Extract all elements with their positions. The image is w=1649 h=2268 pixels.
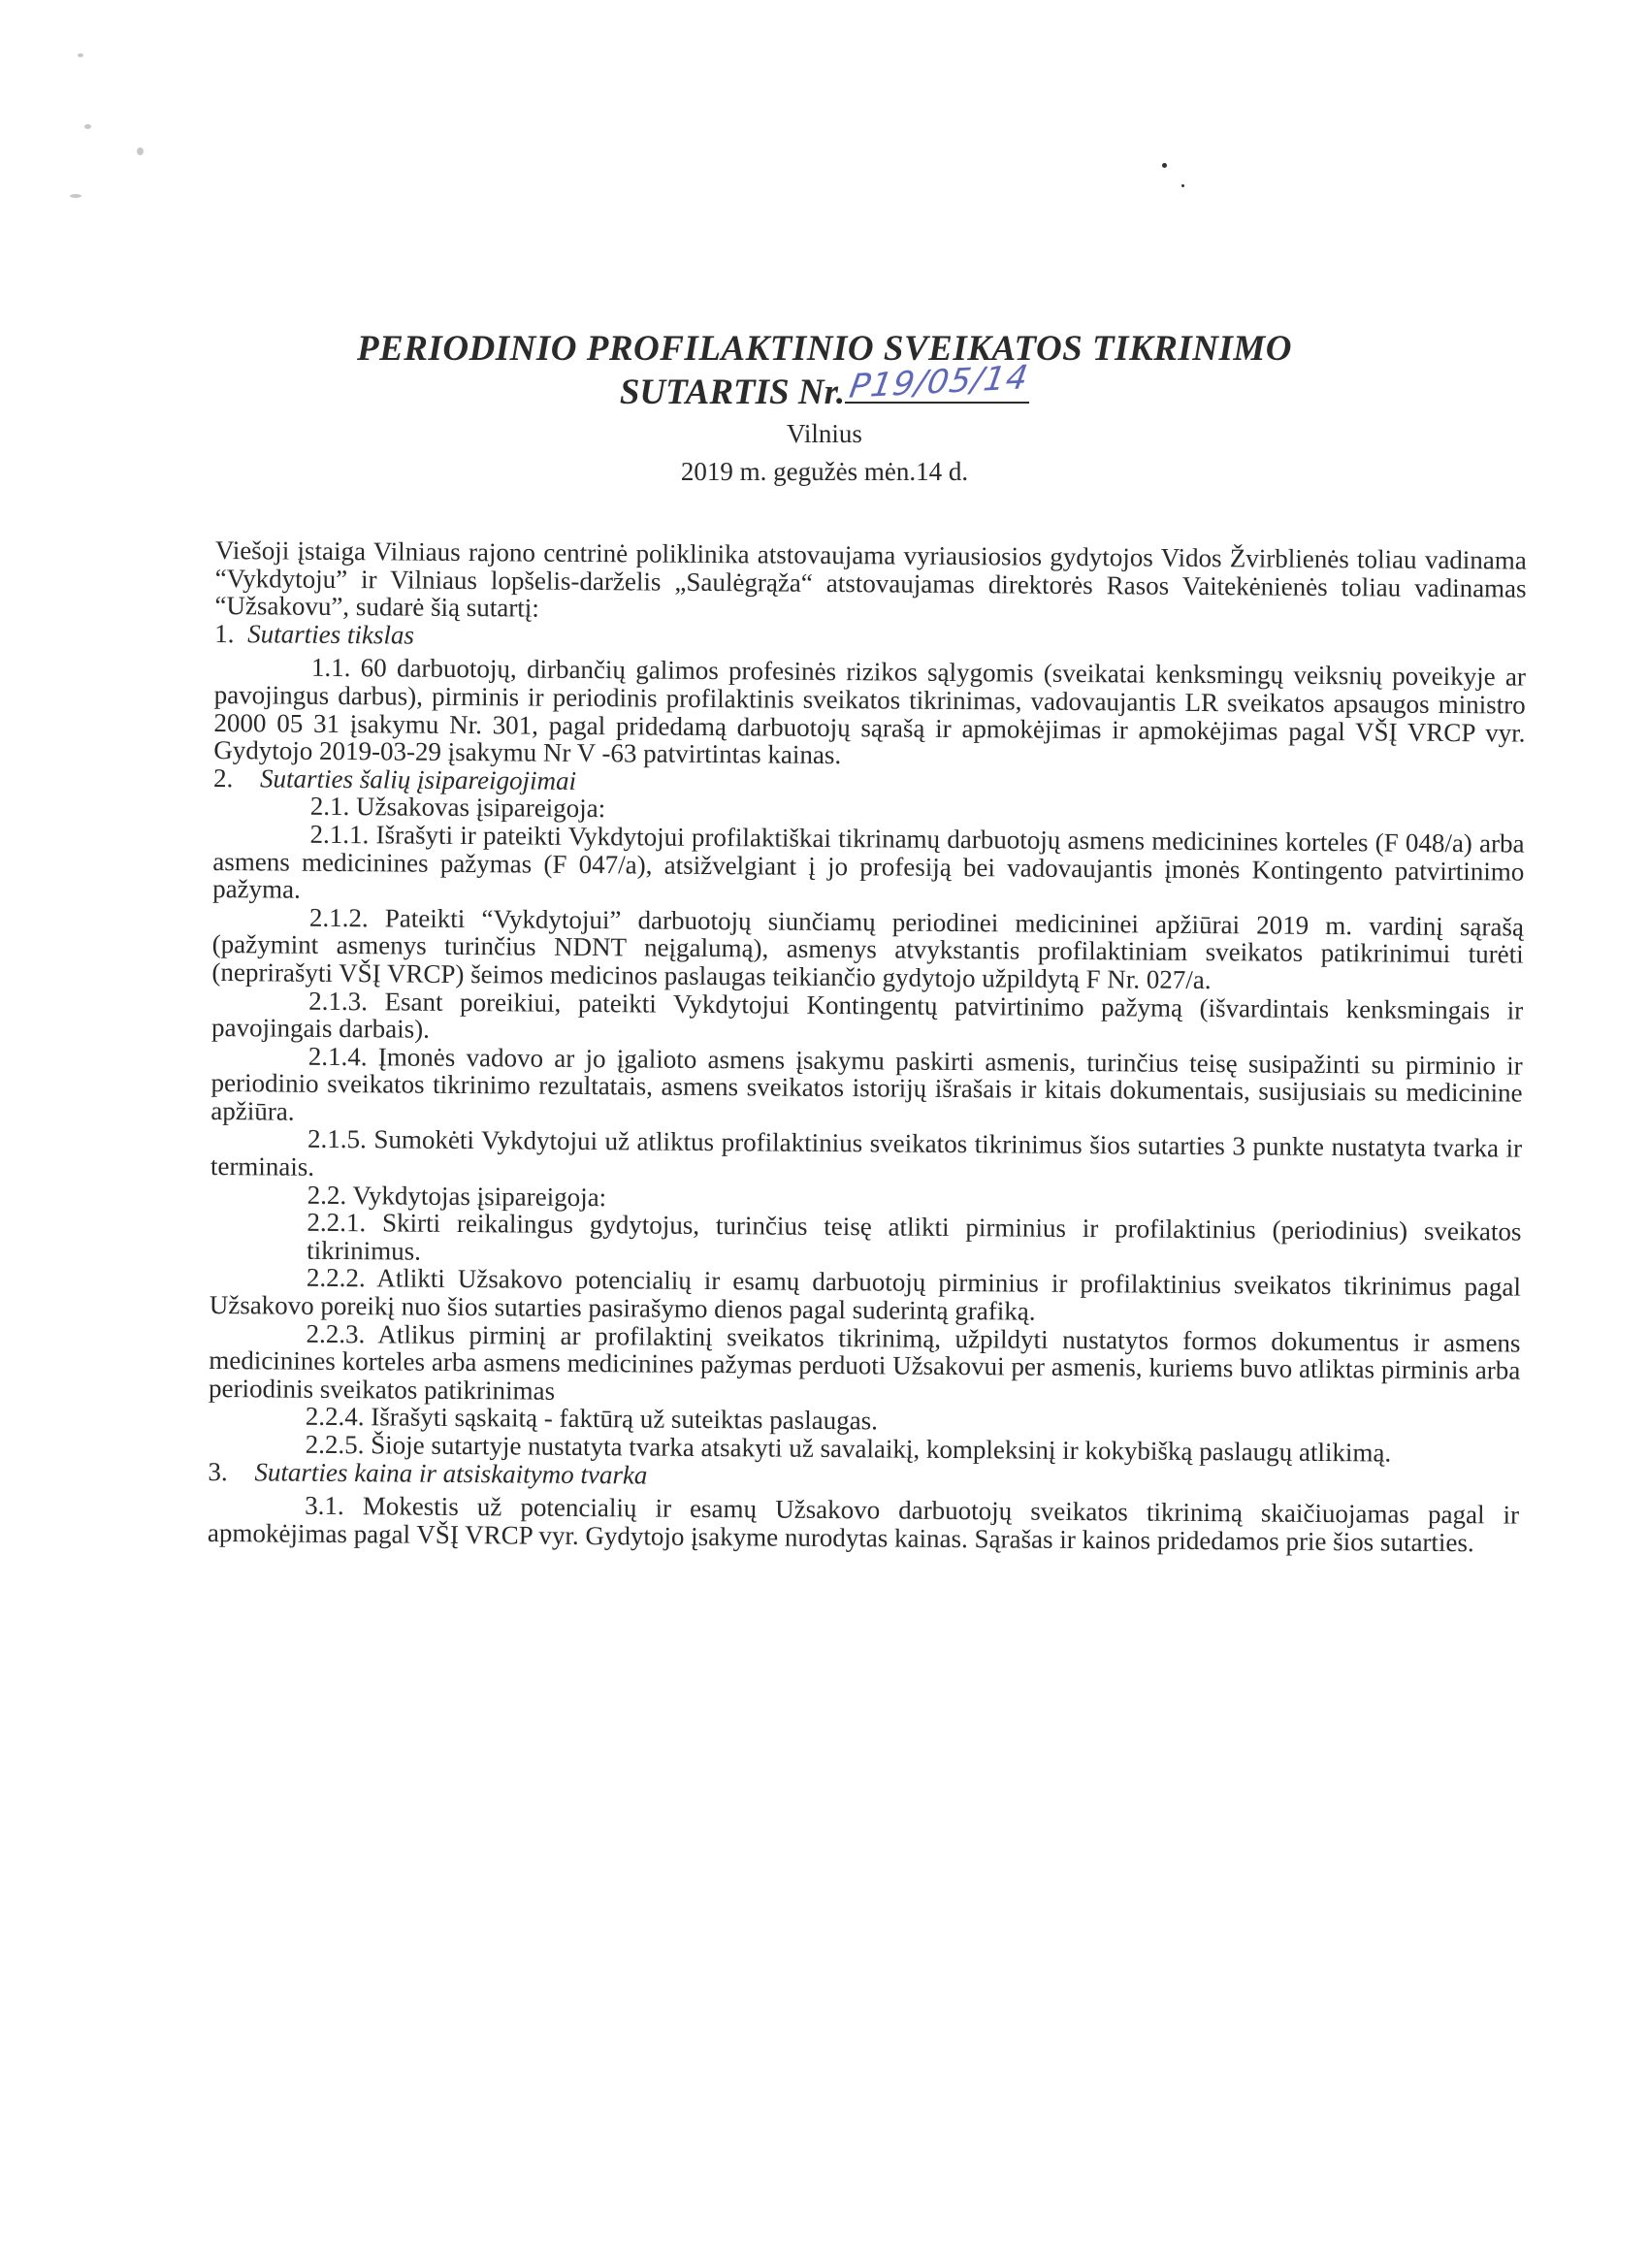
clause-2-2-5: 2.2.5. Šioje sutartyje nustatyta tvarka atsakyti už savalaikį, kompleksinį ir kokybišką paslaugų atlikimą. bbox=[305, 1429, 1392, 1468]
clause-2-1-5: 2.1.5. Sumokėti Vykdytojui už atliktus profilaktinius sveikatos tikrinimus šios sutarties 3 punkte nustatyta tvarka ir terminais. bbox=[210, 1124, 1523, 1182]
clause-2-2: 2.2. Vykdytojas įsipareigoja: bbox=[307, 1180, 607, 1212]
clause-2-1-2: 2.1.2. Pateikti “Vykdytojui” darbuotojų siunčiamų periodinei medicininei apžiūrai 2019 m. vardinį sąrašą (pažymint asmenys turinčius NDNT neįgalumą), asmenys atvykstantis profilaktiniam sveikatos patikrinimui turėti (neprirašyti VŠĮ VRCP) šeimos medicinos paslaugas teikiančio gydytojo užpildytą F Nr. 027/a. bbox=[211, 902, 1524, 994]
clause-2-1-4: 2.1.4. Įmonės vadovo ar jo įgalioto asmens įsakymu paskirti asmenis, turinčius teisę susipažinti su pirminio ir periodinio sveikatos tikrinimo rezultatais, asmens sveikatos istorijų išrašais ir kitais dokumentais, susijusiais su medicinine apžiūra. bbox=[210, 1041, 1523, 1126]
clause-2-2-3: 2.2.3. Atlikus pirminį ar profilaktinį sveikatos tikrinimą, užpildyti nustatytos formos dokumentus ir asmens medicinines korteles arba asmens medicinines pažymas perduoti Užsakovui per asmenis, kuriems buvo atliktas pirminis arba periodinis sveikatos patikrinimas bbox=[208, 1318, 1521, 1406]
clause-3-1: 3.1. Mokestis už potencialių ir esamų Užsakovo darbuotojų sveikatos tikrinimą skaičiuojamas pagal ir apmokėjimas pagal VŠĮ VRCP vyr. Gydytojo įsakyme nurodytas kainas. Sąrašas ir kainos pridedamos prie šios sutarties. bbox=[207, 1490, 1520, 1558]
contract-number-field bbox=[845, 358, 1032, 406]
clause-2-2-2: 2.2.2. Atlikti Užsakovo potencialių ir esamų darbuotojų pirminius ir profilaktinius sveikatos tikrinimus pagal Užsakovo poreikį nuo šios sutarties pasirašymo dienos pagal suderintą grafiką. bbox=[209, 1263, 1522, 1326]
document-title: PERIODINIO PROFILAKTINIO SVEIKATOS TIKRINIMO bbox=[356, 329, 1293, 369]
scan-speck bbox=[84, 124, 91, 129]
clause-2-2-1: 2.2.1. Skirti reikalingus gydytojus, turinčius teisę atlikti pirminius ir profilaktinius (periodinius) sveikatos tikrinimus. bbox=[307, 1208, 1522, 1266]
document-body bbox=[208, 536, 1527, 1557]
document-city: Vilnius bbox=[787, 419, 862, 448]
contract-label: SUTARTIS Nr. bbox=[619, 373, 846, 412]
scan-speck bbox=[70, 194, 81, 198]
clause-2-1-1: 2.1.1. Išrašyti ir pateikti Vykdytojui profilaktiškai tikrinamų darbuotojų asmens medicinines korteles (F 048/a) arba asmens medicinines pažymas (F 047/a), atsižvelgiant į jo profesiją bei vadovaujantis įmonės Kontingento patvirtinimo pažyma. bbox=[212, 819, 1525, 904]
contract-number-line bbox=[0, 358, 1649, 413]
clause-2-1: 2.1. Užsakovas įsipareigoja: bbox=[309, 792, 606, 824]
scan-dot bbox=[1162, 163, 1167, 168]
scan-dot bbox=[1181, 184, 1184, 187]
section-heading-1: 1. Sutarties tikslas bbox=[214, 618, 415, 650]
intro-paragraph: Viešoji įstaiga Vilniaus rajono centrinė poliklinika atstovaujama vyriausiosios gydytojos Vidos Žvirblienės toliau vadinama “Vykdytoju” ir Vilniaus lopšelis-darželis „Saulėgrąža“ atstovaujamas direktorės Rasos Vaitekėnienės toliau vadinamas “Užsakovu”, sudarė šią sutartį: bbox=[214, 535, 1527, 623]
document-date: 2019 m. gegužės mėn.14 d. bbox=[680, 457, 969, 486]
section-heading-2: 2. Sutarties šalių įsipareigojimai bbox=[212, 762, 577, 795]
scan-speck bbox=[78, 53, 83, 57]
clause-2-2-4: 2.2.4. Išrašyti sąskaitą - faktūrą už suteiktas paslaugas. bbox=[305, 1402, 879, 1436]
clause-1-1: 1.1. 60 darbuotojų, dirbančių galimos profesinės rizikos sąlygomis (sveikatai kenksmingų veiksnių poveikyje ar pavojingus darbus), pirminis ir periodinis profilaktinis sveikatos tikrinimas, vadovaujantis LR sveikatos apsaugos ministro 2000 05 31 įsakymu Nr. 301, pagal pridedamą darbuotojų sąrašą ir apmokėjimas ir apmokėjimas pagal VŠĮ VRCP vyr. Gydytojo 2019-03-29 įsakymu Nr V -63 patvirtintas kainas. bbox=[213, 653, 1527, 770]
section-heading-3: 3. Sutarties kaina ir atsiskaitymo tvarka bbox=[208, 1456, 648, 1490]
clause-2-1-3: 2.1.3. Esant poreikiui, pateikti Vykdytojui Kontingentų patvirtinimo pažymą (išvardintais kenksmingais ir pavojingais darbais). bbox=[210, 986, 1524, 1044]
handwritten-contract-number: P19/05/14 bbox=[847, 358, 1032, 406]
scan-speck bbox=[137, 147, 144, 155]
